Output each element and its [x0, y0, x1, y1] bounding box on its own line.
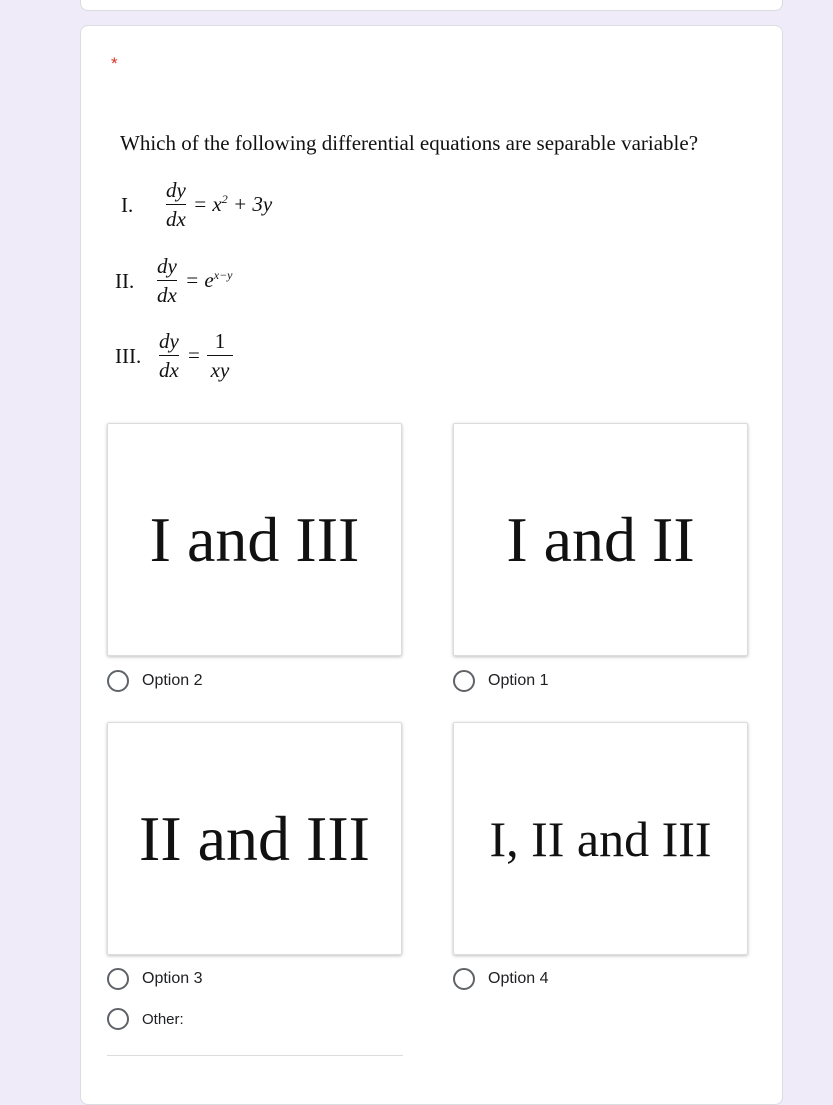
equation-2-rhs-base: = e — [185, 268, 214, 292]
equation-3-numerator: dy — [159, 329, 179, 353]
equation-3 — [111, 329, 511, 389]
other-label: Other: — [142, 1010, 184, 1028]
equation-2-fraction — [157, 254, 177, 307]
equation-1-rhs — [193, 192, 272, 217]
radio-button[interactable] — [453, 968, 475, 990]
option-image-1-text: I and III — [149, 503, 360, 575]
equation-3-equals: = — [188, 343, 200, 367]
equation-2 — [111, 254, 511, 314]
question-image — [111, 126, 751, 396]
radio-button[interactable] — [107, 968, 129, 990]
equation-3-numeral: III. — [115, 344, 142, 368]
required-asterisk: * — [111, 54, 118, 73]
option-row-3[interactable] — [107, 968, 202, 990]
option-image-1[interactable] — [107, 423, 402, 656]
option-row-other[interactable] — [107, 1008, 184, 1030]
equation-1 — [111, 178, 511, 238]
question-card — [80, 25, 783, 1105]
option-label: Option 4 — [488, 970, 549, 987]
equation-2-denominator: dx — [157, 283, 177, 307]
question-text: Which of the following differential equations are separable variable? — [120, 131, 699, 155]
previous-question-card — [80, 0, 783, 11]
option-image-2[interactable] — [453, 423, 748, 656]
equation-3-denominator: dx — [159, 358, 179, 382]
option-image-4[interactable] — [453, 722, 748, 955]
option-row-1[interactable] — [107, 670, 202, 692]
equation-3-fraction — [159, 329, 179, 382]
equation-1-numeral: I. — [121, 193, 134, 217]
option-image-3-text: II and III — [139, 802, 370, 874]
equation-1-numerator: dy — [166, 178, 186, 202]
equation-1-fraction — [166, 178, 186, 231]
radio-button[interactable] — [107, 1008, 129, 1030]
radio-button[interactable] — [453, 670, 475, 692]
equation-2-numeral: II. — [115, 269, 135, 293]
equation-1-rhs-base: = x — [193, 192, 222, 216]
equation-2-numerator: dy — [157, 254, 177, 278]
equation-1-denominator: dx — [166, 207, 186, 231]
option-image-2-text: I and II — [506, 503, 695, 575]
equation-2-rhs — [185, 268, 233, 293]
radio-button[interactable] — [107, 670, 129, 692]
equation-2-rhs-exponent: x−y — [213, 268, 233, 282]
equation-1-rhs-exponent: 2 — [221, 192, 228, 206]
option-image-4-text: I, II and III — [489, 810, 712, 867]
option-label: Option 2 — [142, 672, 203, 689]
option-row-4[interactable] — [453, 968, 548, 990]
equation-3-rhs-denominator: xy — [210, 358, 230, 382]
equation-3-rhs-numerator: 1 — [214, 329, 226, 353]
equation-3-rhs-fraction — [207, 329, 233, 382]
equation-1-rhs-tail: + 3y — [227, 192, 273, 216]
option-row-2[interactable] — [453, 670, 548, 692]
other-text-input[interactable] — [107, 1055, 403, 1056]
option-label: Option 1 — [488, 672, 549, 689]
option-image-3[interactable] — [107, 722, 402, 955]
option-label: Option 3 — [142, 970, 203, 987]
